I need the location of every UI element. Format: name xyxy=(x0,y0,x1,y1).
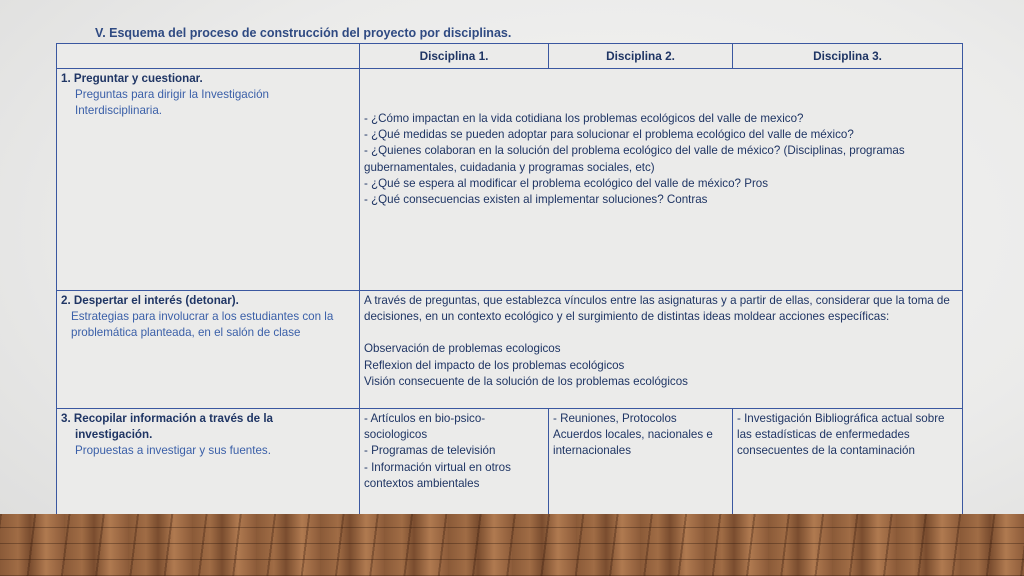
stage-cell-preguntar xyxy=(57,69,360,291)
stage-description: Propuestas a investigar y sus fuentes. xyxy=(75,444,271,458)
source-line: - Información virtual en otros contextos ambientales xyxy=(364,460,511,490)
source-line: - Programas de televisión xyxy=(364,444,496,458)
header-row xyxy=(57,44,963,69)
stage-cell-despertar xyxy=(57,291,360,409)
header-disciplina-1: Disciplina 1. xyxy=(360,44,549,69)
header-disciplina-2: Disciplina 2. xyxy=(549,44,733,69)
strategy-line: Reflexion del impacto de los problemas ecológicos xyxy=(364,358,625,372)
discipline-scheme-table xyxy=(56,43,963,555)
stage-title: 2. Despertar el interés (detonar). xyxy=(61,294,239,307)
questions-cell xyxy=(360,69,963,291)
question-line: - ¿Qué consecuencias existen al implementar soluciones? Contras xyxy=(364,193,708,207)
header-disciplina-3: Disciplina 3. xyxy=(733,44,963,69)
table-row xyxy=(57,291,963,409)
wooden-floor xyxy=(0,514,1024,576)
stage-title: 3. Recopilar información a través de la xyxy=(61,412,273,425)
page-title: V. Esquema del proceso de construcción del proyecto por disciplinas. xyxy=(95,26,512,40)
table-row xyxy=(57,69,963,291)
question-line: - ¿Cómo impactan en la vida cotidiana los problemas ecológicos del valle de mexico? xyxy=(364,112,804,125)
question-line: - ¿Quienes colaboran en la solución del problema ecológico del valle de méxico? (Disciplinas, programas gubernamentales, cuidadania y programas sociales, etc) xyxy=(364,144,905,174)
strategy-cell xyxy=(360,291,963,409)
stage-description: Preguntas para dirigir la Investigación Interdisciplinaria. xyxy=(75,88,269,118)
source-line: - Artículos en bio-psico-sociologicos xyxy=(364,412,486,442)
question-line: - ¿Qué medidas se pueden adoptar para solucionar el problema ecológico del valle de méxico? xyxy=(364,128,854,142)
source-line: - Reuniones, Protocolos xyxy=(553,412,677,425)
strategy-line: Observación de problemas ecologicos xyxy=(364,342,561,356)
stage-description: Estrategias para involucrar a los estudiantes con la problemática planteada, en el salón de clase xyxy=(71,310,334,340)
source-line: Acuerdos locales, nacionales e internacionales xyxy=(553,428,713,458)
source-line: - Investigación Bibliográfica actual sobre las estadísticas de enfermedades consecuentes de la contaminación xyxy=(737,412,945,458)
stage-title-continued: investigación. xyxy=(75,428,153,442)
strategy-line: Visión consecuente de la solución de los problemas ecológicos xyxy=(364,374,688,388)
stage-title: 1. Preguntar y cuestionar. xyxy=(61,72,203,85)
question-line: - ¿Qué se espera al modificar el problema ecológico del valle de méxico? Pros xyxy=(364,176,769,190)
strategy-intro: A través de preguntas, que establezca vínculos entre las asignaturas y a partir de ellas, considerar que la toma de decisiones, en un contexto ecológico y el surgimiento de distintas ideas moldear acciones específicas: xyxy=(364,294,950,324)
header-empty xyxy=(57,44,360,69)
